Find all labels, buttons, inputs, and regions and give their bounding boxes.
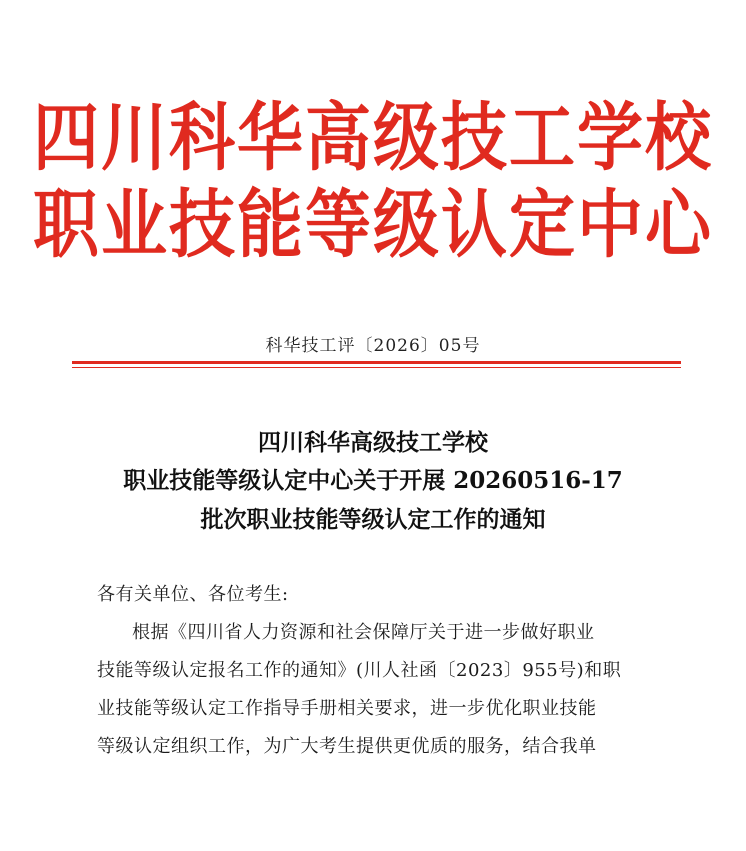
red-divider-thin — [72, 367, 681, 368]
paragraph-line-3: 业技能等级认定工作指导手册相关要求，进一步优化职业技能 — [97, 698, 597, 719]
title-line-3: 批次职业技能等级认定工作的通知 — [200, 506, 546, 533]
red-divider — [72, 361, 681, 364]
title-line-1: 四川科华高级技工学校 — [258, 429, 488, 456]
paragraph-line-4: 等级认定组织工作，为广大考生提供更优质的服务，结合我单 — [97, 736, 597, 757]
masthead-line-2: 职业技能等级认定中心 — [33, 180, 713, 268]
salutation: 各有关单位、各位考生: — [97, 584, 289, 605]
title-line-2: 职业技能等级认定中心关于开展 20260516-17 — [123, 467, 623, 494]
masthead-line-1: 四川科华高级技工学校 — [33, 93, 713, 181]
paragraph-line-2: 技能等级认定报名工作的通知》(川人社函〔2023〕955号)和职 — [97, 660, 622, 681]
document-number: 科华技工评〔2026〕05号 — [265, 336, 481, 356]
paragraph-line-1: 根据《四川省人力资源和社会保障厅关于进一步做好职业 — [132, 622, 595, 643]
